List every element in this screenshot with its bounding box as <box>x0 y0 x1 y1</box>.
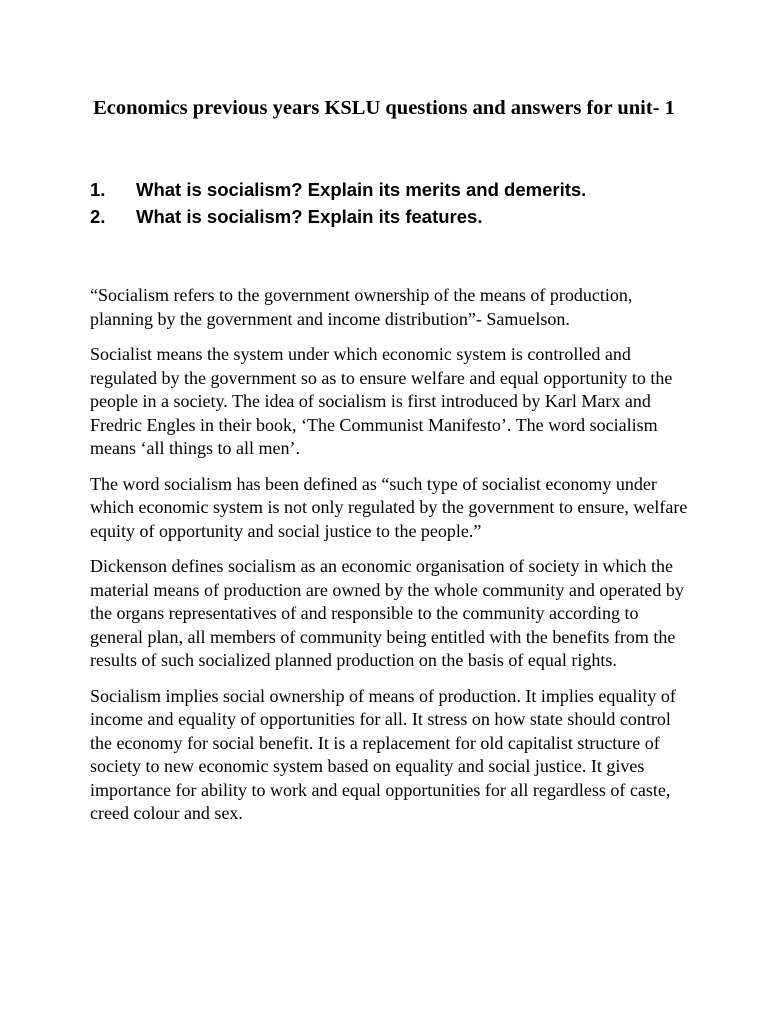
paragraph-socialist-meaning: Socialist means the system under which economic system is controlled and regulated by the government so as to ensure welfare and equal opportunity to the people in a society. The idea of socialism is first introduced by Karl Marx and Fredric Engles in their book, ‘The Communist Manifesto’. The word socialism means ‘all things to all men’. <box>90 344 673 458</box>
question-item <box>90 203 650 230</box>
paragraph-socialism-implications: Socialism implies social ownership of means of production. It implies equality of income and equality of opportunities for all. It stress on how state should control the economy for social benefit. It is a replacement for old capitalist structure of society to new economic system based on equality and social justice. It gives importance for ability to work and equal opportunities for all regardless of caste, creed colour and sex. <box>90 685 676 823</box>
paragraph-dickenson-definition: Dickenson defines socialism as an economic organisation of society in which the material means of production are owned by the whole community and operated by the organs representatives of and responsible to the community according to general plan, all members of community being entitled with the benefits from the results of such socialized planned production on the basis of equal rights. <box>90 556 684 670</box>
paragraph-samuelson-quote: “Socialism refers to the government ownership of the means of production, planning by the government and income distribution”- Samuelson. <box>90 285 633 329</box>
question-text: What is socialism? Explain its merits and demerits. <box>136 179 587 200</box>
question-text: What is socialism? Explain its features. <box>136 206 483 227</box>
question-number: 1. <box>90 179 106 200</box>
document-title: Economics previous years KSLU questions and answers for unit- 1 <box>93 97 675 119</box>
paragraph-socialism-definition: The word socialism has been defined as “such type of socialist economy under which economic system is not only regulated by the government to ensure, welfare equity of opportunity and social justice to the people.” <box>90 473 688 541</box>
question-list <box>90 176 650 230</box>
question-number: 2. <box>90 206 106 227</box>
answer-body <box>90 284 690 838</box>
question-item <box>90 176 650 203</box>
